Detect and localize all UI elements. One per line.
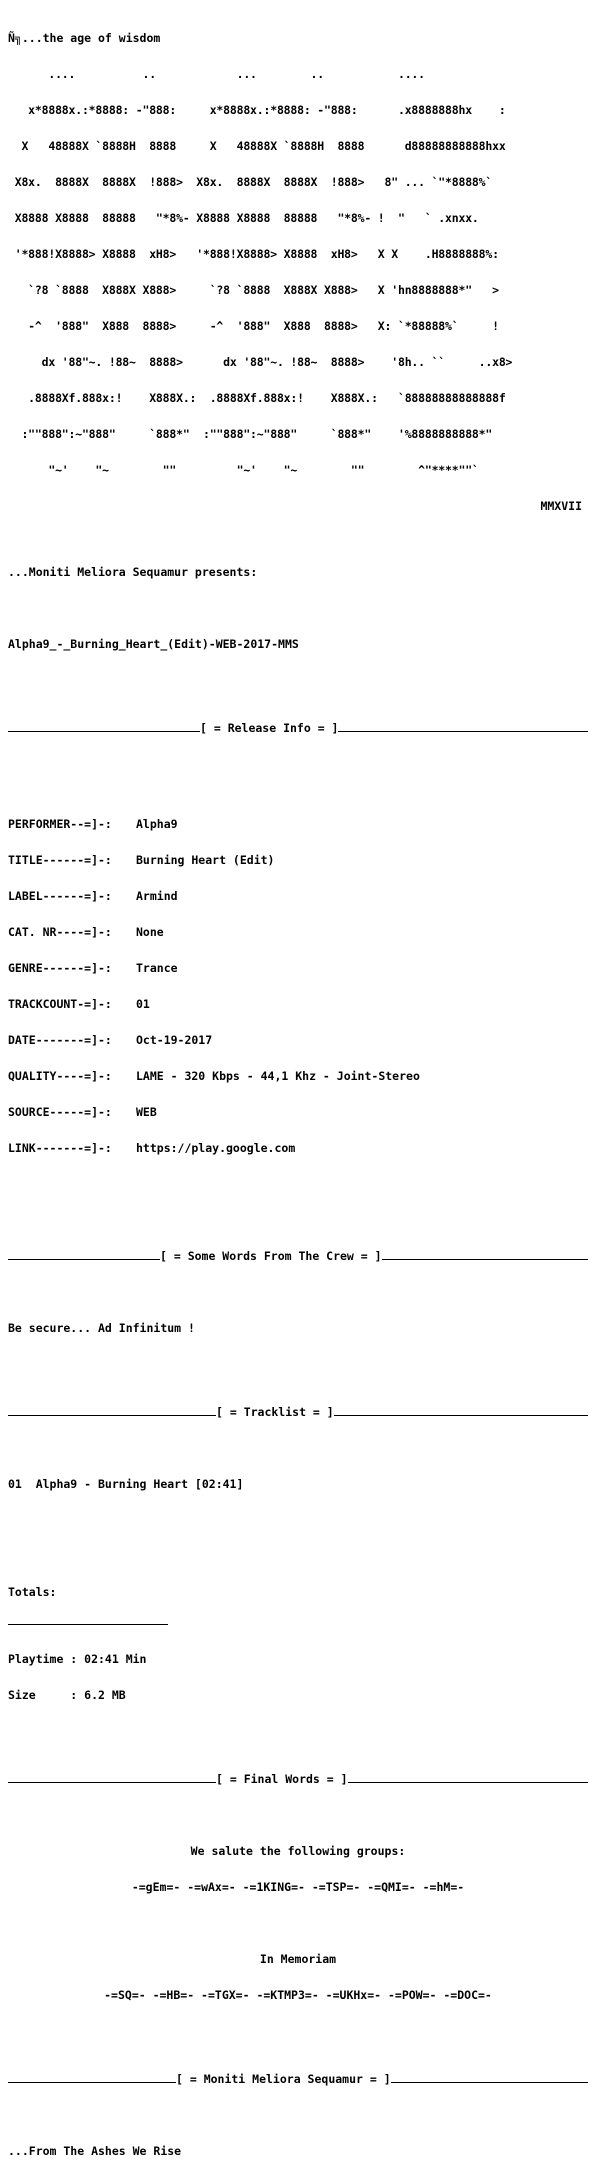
- section-title: [ = Moniti Meliora Sequamur = ]: [176, 2072, 391, 2086]
- memoriam-title: In Memoriam: [259, 1952, 337, 1966]
- ascii-art-line: -^ '888" X888 8888> -^ '888" X888 8888> X: `*88888%` !: [8, 319, 499, 333]
- field-row: [8, 890, 588, 902]
- field-key: DATE-------=]-:: [8, 1033, 112, 1047]
- field-key: PERFORMER--=]-:: [8, 817, 112, 831]
- salute-line: We salute the following groups:: [190, 1844, 406, 1858]
- release-name: Alpha9_-_Burning_Heart_(Edit)-WEB-2017-MMS: [8, 637, 299, 651]
- intro-line: Ñ╗...the age of wisdom: [8, 31, 161, 45]
- field-key: TITLE------=]-:: [8, 853, 112, 867]
- field-value: Burning Heart (Edit): [136, 853, 275, 867]
- presents-line: ...Moniti Meliora Sequamur presents:: [8, 565, 258, 579]
- section-title: [ = Final Words = ]: [216, 1772, 348, 1786]
- field-key: TRACKCOUNT-=]-:: [8, 997, 112, 1011]
- section-title: [ = Release Info = ]: [200, 721, 339, 735]
- section-title: [ = Tracklist = ]: [216, 1405, 334, 1419]
- ascii-art-line: '*888!X8888> X8888 xH8> '*888!X8888> X8888 xH8> X X .H8888888%:: [8, 247, 499, 261]
- field-row: [8, 998, 588, 1010]
- field-value: Alpha9: [136, 817, 178, 831]
- field-value: WEB: [136, 1105, 157, 1119]
- year-label: MMXVII: [540, 499, 582, 513]
- playtime-line: Playtime : 02:41 Min: [8, 1652, 147, 1666]
- field-value: LAME - 320 Kbps - 44,1 Khz - Joint-Stereo: [136, 1069, 420, 1083]
- ascii-art-line: "~' "~ "" "~' "~ "" ^"****""`: [8, 463, 479, 477]
- ascii-art-line: :""888":~"888" `888*" :""888":~"888" `888*" '%8888888888*": [8, 427, 493, 441]
- field-row: [8, 1142, 588, 1154]
- ascii-art-line: .8888Xf.888x:! X888X.: .8888Xf.888x:! X888X.: `88888888888888f: [8, 391, 506, 405]
- crew-words-text: Be secure... Ad Infinitum !: [8, 1321, 195, 1335]
- field-key: CAT. NR----=]-:: [8, 925, 112, 939]
- field-key: QUALITY----=]-:: [8, 1069, 112, 1083]
- memoriam-groups: -=SQ=- -=HB=- -=TGX=- -=KTMP3=- -=UKHx=- -=POW=- -=DOC=-: [104, 1988, 492, 2002]
- field-value: Trance: [136, 961, 178, 975]
- section-release-info: [8, 722, 588, 734]
- ascii-art-line: X8x. 8888X 8888X !888> X8x. 8888X 8888X !888> 8" ... `"*8888%`: [8, 175, 493, 189]
- field-value: Oct-19-2017: [136, 1033, 213, 1047]
- field-row: [8, 962, 588, 974]
- section-mms: [8, 2073, 588, 2085]
- field-row: [8, 818, 588, 830]
- ascii-art-line: X8888 X8888 88888 "*8%- X8888 X8888 88888 "*8%- ! " ` .xnxx.: [8, 211, 479, 225]
- ascii-art-line: dx '88"~. !88~ 8888> dx '88"~. !88~ 8888> '8h.. `` ..x8>: [8, 355, 513, 369]
- field-key: LINK-------=]-:: [8, 1141, 112, 1155]
- groups-line: -=gEm=- -=wAx=- -=1KING=- -=TSP=- -=QMI=- -=hM=-: [131, 1880, 465, 1894]
- field-key: SOURCE-----=]-:: [8, 1105, 112, 1119]
- track-entry: 01 Alpha9 - Burning Heart [02:41]: [8, 1477, 244, 1491]
- size-line: Size : 6.2 MB: [8, 1688, 126, 1702]
- field-row: [8, 854, 588, 866]
- ascii-art-line: x*8888x.:*8888: -"888: x*8888x.:*8888: -"888: .x8888888hx :: [8, 103, 506, 117]
- ascii-art-line: .... .. ... .. ....: [8, 67, 425, 81]
- nfo-document: [8, 8, 588, 2169]
- field-value: 01: [136, 997, 150, 1011]
- section-title: [ = Some Words From The Crew = ]: [160, 1249, 382, 1263]
- ascii-art-line: `?8 `8888 X888X X888> `?8 `8888 X888X X888> X 'hn8888888*" >: [8, 283, 499, 297]
- section-tracklist: [8, 1406, 588, 1418]
- field-key: GENRE------=]-:: [8, 961, 112, 975]
- field-value: None: [136, 925, 164, 939]
- field-row: [8, 926, 588, 938]
- section-final-words: [8, 1773, 588, 1785]
- field-value: https://play.google.com: [136, 1141, 296, 1155]
- totals-label: Totals:: [8, 1585, 57, 1599]
- ascii-art-line: X 48888X `8888H 8888 X 48888X `8888H 8888 d88888888888hxx: [8, 139, 506, 153]
- outro-line: ...From The Ashes We Rise: [8, 2144, 182, 2158]
- release-fields: [8, 794, 588, 1178]
- field-row: [8, 1106, 588, 1118]
- totals-divider: [8, 1624, 168, 1625]
- field-row: [8, 1070, 588, 1082]
- field-key: LABEL------=]-:: [8, 889, 112, 903]
- field-row: [8, 1034, 588, 1046]
- field-value: Armind: [136, 889, 178, 903]
- section-crew-words: [8, 1250, 588, 1262]
